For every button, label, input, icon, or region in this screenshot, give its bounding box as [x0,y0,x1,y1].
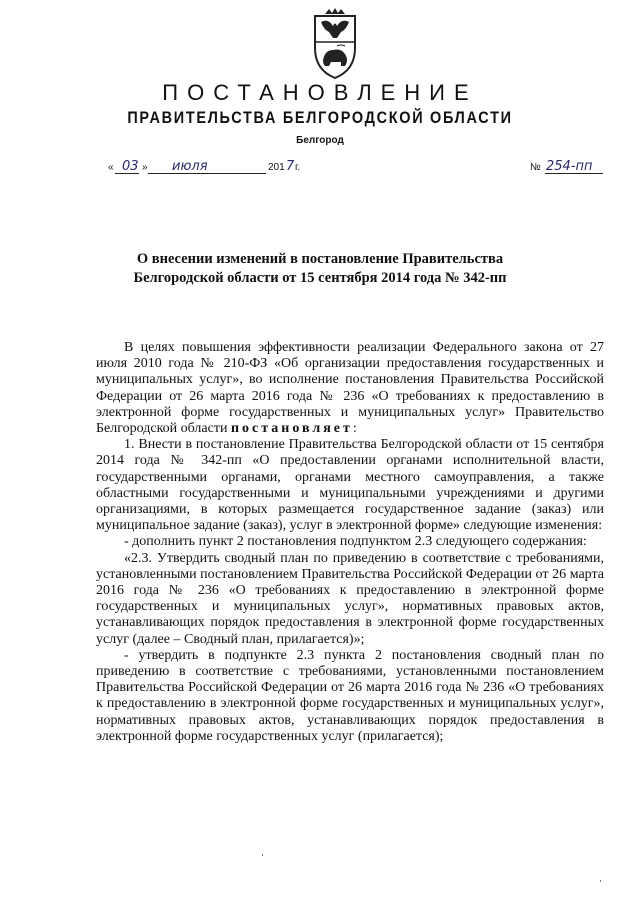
number-sign: № [530,162,541,173]
day-underline [115,173,139,174]
document-type-heading: ПОСТАНОВЛЕНИЕ [162,80,478,105]
scan-speck [262,854,263,856]
postanovlyaet-word: постановляет [230,421,353,437]
date-year-mark: г. [295,162,301,173]
date-day: 03 [122,159,139,174]
document-title [0,250,640,288]
document-title-line-1: О внесении изменений в постановление Правительства [136,251,504,267]
body-paragraph-2: - дополнить пункт 2 постановления подпунктом 2.3 следующего содержания: [124,534,587,550]
body-paragraph-preamble [96,340,604,437]
preamble-colon: : [352,421,357,437]
document-number: 254-пп [546,159,593,174]
document-body [96,340,604,745]
date-month: июля [172,159,208,174]
coat-of-arms-icon [301,8,369,80]
date-year-prefix: 201 [268,162,285,173]
number-underline [545,173,603,174]
scan-speck [600,880,601,882]
body-paragraph-4: - утвердить в подпункте 2.3 пункта 2 постановления сводный план по приведению в соответствие с требованиями, установленными постановлением Правительства Российской Федерации от 26 марта 2016 года № 236 «О требованиях к предоставлению в электронной форме государственных и муниципальных услуг», нормативных правовых актов, устанавливающих порядок предоставления в электронной форме государственных услуг (прилагается); [96,647,604,744]
month-underline [148,173,266,174]
body-paragraph-1: 1. Внести в постановление Правительства Белгородской области от 15 сентября 2014 года № 342-пп «О предоставлении органами исполнительной власти, государственными органами, органами местного самоуправления, а также областными государственными и муниципальными учреждениями и другими организациями, в которых размещается государственное задание (заказ) или муниципальное задание (заказ), услуг в электронной форме» следующие изменения: [96,437,604,534]
date-quote-open: « [108,162,114,173]
document-title-line-2: Белгородской области от 15 сентября 2014 года № 342-пп [133,270,507,286]
date-quote-close: » [142,162,148,173]
preamble-text: В целях повышения эффективности реализации Федерального закона от 27 июля 2010 года № 210-ФЗ «Об организации предоставления государственных и муниципальных услуг», во исполнение постановления Правительства Российской Федерации от 26 марта 2016 года № 236 «О требованиях к предоставлению в электронной форме государственных и муниципальных услуг» Правительство Белгородской области [96,340,604,437]
document-number-field [530,158,630,176]
date-year-suffix: 7 [286,159,295,174]
body-paragraph-3: «2.3. Утвердить сводный план по приведению в соответствие с требованиями, установленными постановлением Правительства Российской Федерации от 26 марта 2016 года № 236 «О требованиях к предоставлению в электронной форме государственных и муниципальных услуг», нормативных правовых актов, устанавливающих порядок предоставления в электронной форме государственных услуг (далее – Сводный план, прилагается)»; [96,550,604,647]
date-field [108,158,308,176]
issuing-authority-heading: ПРАВИТЕЛЬСТВА БЕЛГОРОДСКОЙ ОБЛАСТИ [127,108,513,127]
city-label: Белгород [296,135,344,146]
